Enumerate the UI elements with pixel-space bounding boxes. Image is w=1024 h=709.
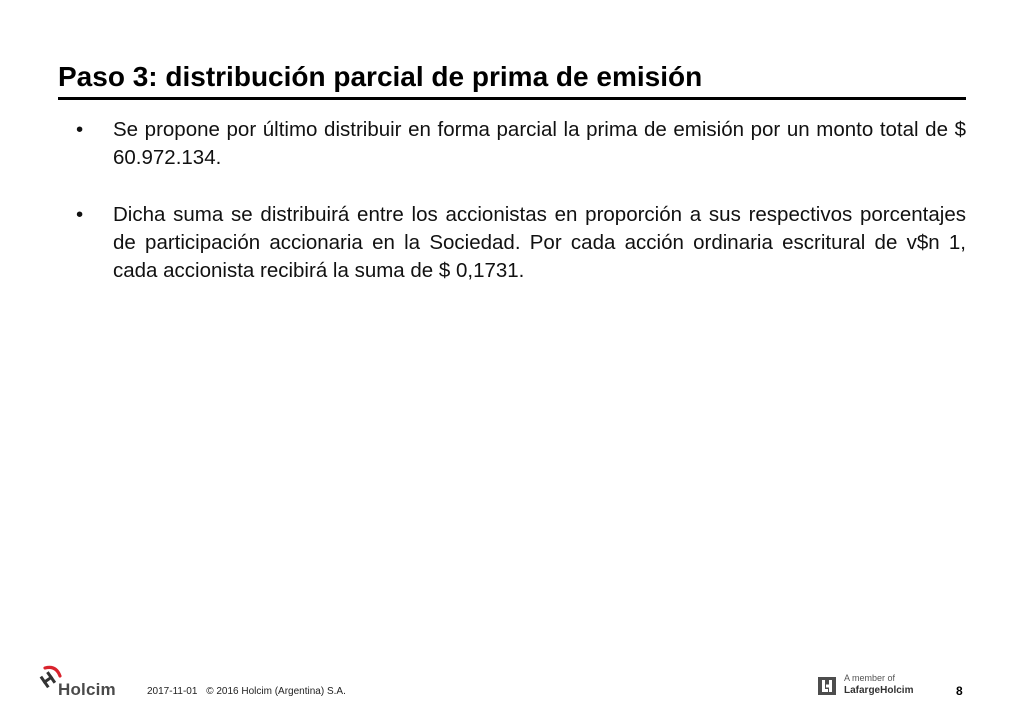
footer-copyright: © 2016 Holcim (Argentina) S.A. <box>206 686 346 697</box>
slide-footer <box>0 660 1024 709</box>
holcim-logo <box>38 664 128 704</box>
footer-date: 2017-11-01 <box>147 686 198 697</box>
lafargeholcim-wordmark: LafargeHolcim <box>844 685 914 696</box>
lafargeholcim-logo <box>818 672 928 702</box>
bullet-item <box>76 116 966 172</box>
bullet-text: Dicha suma se distribuirá entre los accionistas en proporción a sus respectivos porcentajes de participación accionaria en la Sociedad. Por cada acción ordinaria escritural de v$n 1, cada accionista recibirá la suma de $ 0,1731. <box>113 203 966 282</box>
footer-meta <box>147 686 346 697</box>
holcim-wordmark: Holcim <box>58 680 116 699</box>
bullet-marker: • <box>76 203 84 226</box>
bullet-marker: • <box>76 118 84 141</box>
lafargeholcim-logo-icon <box>818 677 836 695</box>
page-number: 8 <box>956 684 963 698</box>
bullet-text: Se propone por último distribuir en forma parcial la prima de emisión por un monto total de $ 60.972.134. <box>113 118 966 169</box>
bullet-list <box>76 116 966 285</box>
bullet-item <box>76 201 966 285</box>
slide-title: Paso 3: distribución parcial de prima de emisión <box>58 61 703 92</box>
title-underline <box>58 97 966 100</box>
member-of-label: A member of <box>844 673 896 683</box>
